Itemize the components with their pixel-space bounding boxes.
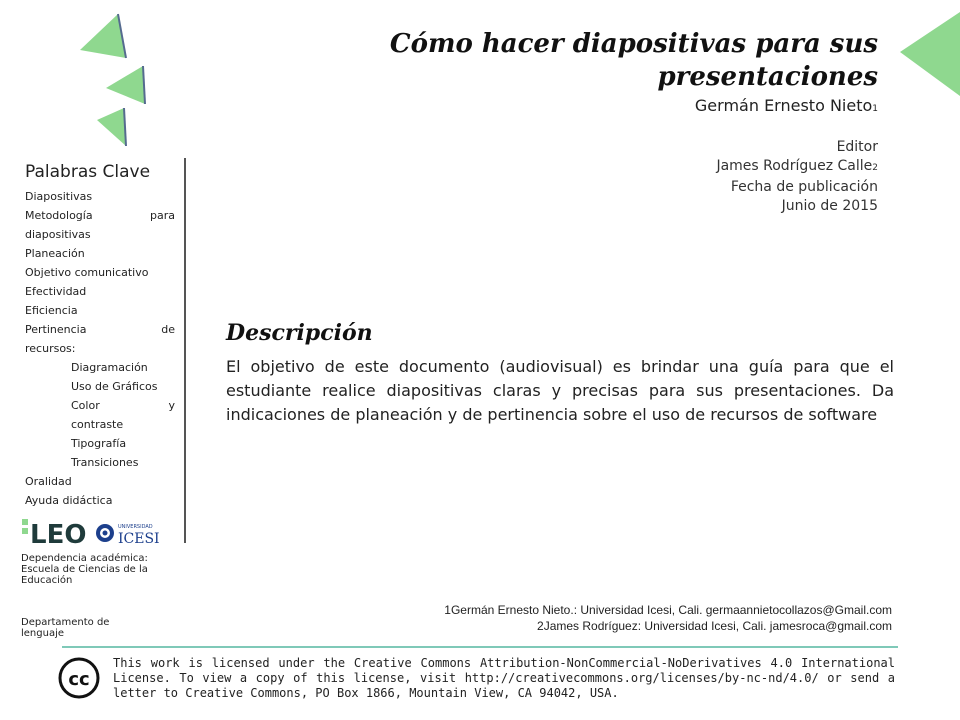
keyword-item xyxy=(25,208,175,224)
keyword-text-end: de xyxy=(161,323,175,336)
pub-date: Junio de 2015 xyxy=(781,198,878,214)
author-name: Germán Ernesto Nieto1 xyxy=(694,96,878,115)
keyword-text: Diapositivas xyxy=(25,190,93,203)
editor-name: James Rodríguez Calle2 xyxy=(716,158,878,174)
keyword-text: Pertinencia xyxy=(25,323,87,336)
keyword-item xyxy=(25,341,175,357)
keyword-text: recursos: xyxy=(25,342,76,355)
keyword-text: Eficiencia xyxy=(25,304,78,317)
document-title: Cómo hacer diapositivas para sus presentaciones xyxy=(389,29,878,92)
keyword-item xyxy=(25,455,175,471)
license-text: This work is licensed under the Creative Commons Attribution-NonCommercial-NoDerivatives 4.0 International License. To view a copy of this license, visit http://creativecommons.org/licenses/by-nc-nd/4.0/ or send a letter to Creative Commons, PO Box 1866, Mountain View, CA 94042, USA. xyxy=(113,656,895,700)
description-body: El objetivo de este documento (audiovisual) es brindar una guía para que el estudiante realice diapositivas claras y precisas para sus presentaciones. Da indicaciones de planeación y de pertinencia sobre el uso de recursos de software xyxy=(226,357,894,424)
creative-commons-icon xyxy=(58,657,100,699)
keyword-item xyxy=(25,474,175,490)
footnotes xyxy=(444,602,892,634)
keyword-item xyxy=(25,246,175,262)
publication-meta xyxy=(716,138,878,216)
svg-text:UNIVERSIDAD: UNIVERSIDAD xyxy=(118,524,153,530)
keyword-text-end: para xyxy=(150,209,175,222)
keyword-item xyxy=(25,417,175,433)
keyword-text: Planeación xyxy=(25,247,85,260)
keyword-text: Uso de Gráficos xyxy=(71,380,158,393)
keyword-text: Ayuda didáctica xyxy=(25,494,113,507)
keyword-text: Metodología xyxy=(25,209,93,222)
dependencia-text: Dependencia académica: Escuela de Ciencias de la Educación xyxy=(21,553,148,586)
icesi-logo xyxy=(96,520,170,548)
keyword-item xyxy=(25,227,175,243)
svg-text:LEO: LEO xyxy=(30,520,87,550)
keyword-text: contraste xyxy=(71,418,124,431)
keyword-item xyxy=(25,189,175,205)
keyword-text: Efectividad xyxy=(25,285,87,298)
svg-text:ICESI: ICESI xyxy=(118,531,160,547)
keywords-list xyxy=(25,189,175,512)
svg-text:cc: cc xyxy=(68,669,90,690)
keywords-title: Palabras Clave xyxy=(25,162,151,182)
keyword-item xyxy=(25,360,175,376)
description-title: Descripción xyxy=(226,320,373,346)
keyword-item xyxy=(25,284,175,300)
footnote-1: 1Germán Ernesto Nieto.: Universidad Icesi, Cali. germaannietocollazos@Gmail.com xyxy=(444,603,892,617)
sidebar-divider xyxy=(184,158,186,543)
keyword-text-end: y xyxy=(168,399,175,412)
keyword-item xyxy=(25,398,175,414)
editor-label: Editor xyxy=(836,139,878,155)
keyword-text: Oralidad xyxy=(25,475,72,488)
keyword-text: diapositivas xyxy=(25,228,91,241)
keyword-item xyxy=(25,265,175,281)
keyword-text: Diagramación xyxy=(71,361,148,374)
pub-date-label: Fecha de publicación xyxy=(730,179,878,195)
keyword-text: Objetivo comunicativo xyxy=(25,266,149,279)
leo-logo xyxy=(20,515,87,550)
footnote-2: 2James Rodríguez: Universidad Icesi, Cali. jamesroca@gmail.com xyxy=(537,619,892,633)
keyword-text: Color xyxy=(71,399,100,412)
keyword-item xyxy=(25,493,175,509)
keyword-item xyxy=(25,379,175,395)
keyword-item xyxy=(25,436,175,452)
keyword-item xyxy=(25,303,175,319)
keyword-item xyxy=(25,322,175,338)
license-divider xyxy=(62,646,898,648)
keyword-text: Tipografía xyxy=(71,437,127,450)
departamento-text: Departamento de lenguaje xyxy=(21,617,110,639)
keyword-text: Transiciones xyxy=(71,456,139,469)
